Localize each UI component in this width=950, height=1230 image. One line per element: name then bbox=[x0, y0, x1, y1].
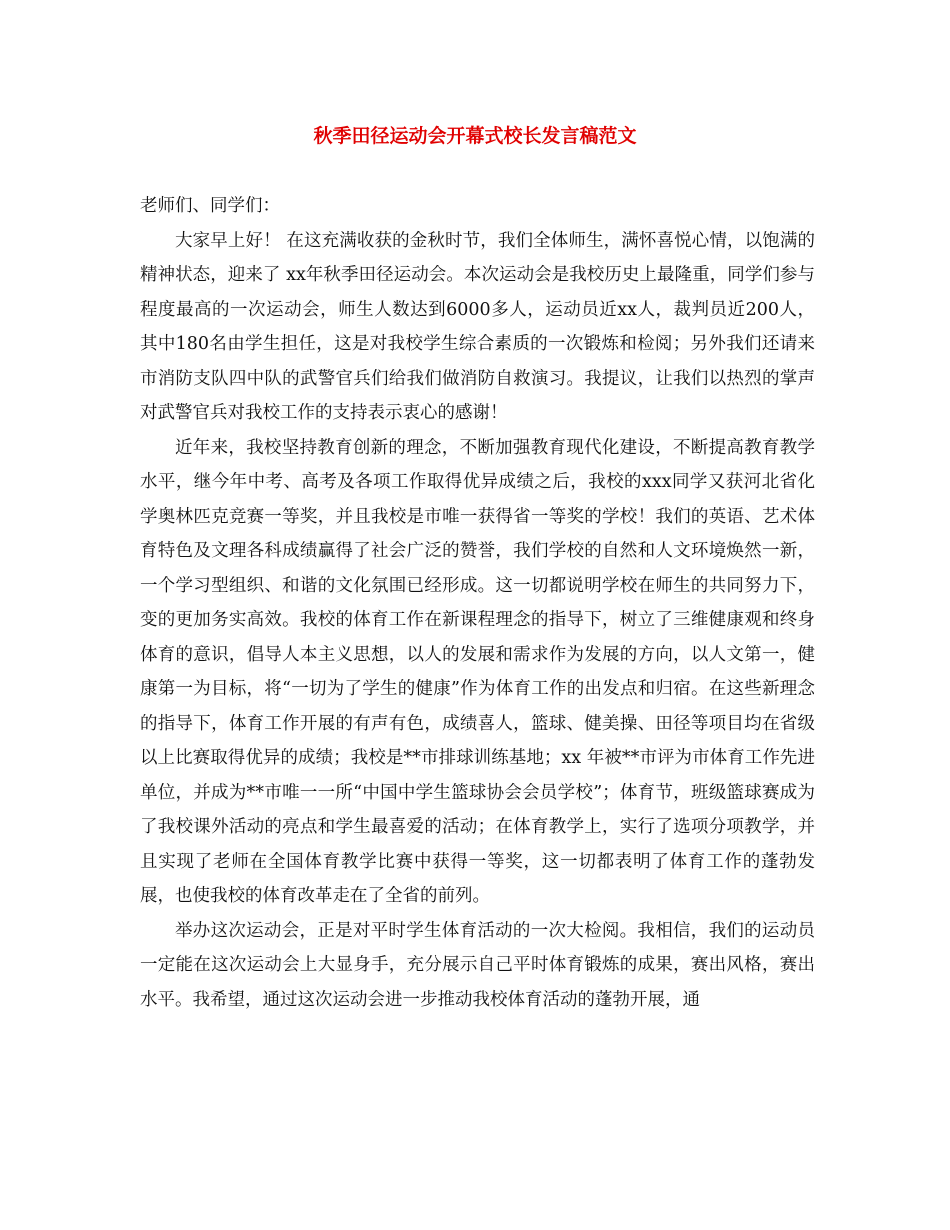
paragraph-3: 举办这次运动会，正是对平时学生体育活动的一次大检阅。我相信，我们的运动员一定能在这次运动会上大显身手，充分展示自己平时体育锻炼的成果，赛出风格，赛出水平。我希望，通过这次运动会进一步推动我校体育活动的蓬勃开展，通 bbox=[140, 920, 815, 1010]
greeting: 老师们、同学们： bbox=[140, 196, 280, 216]
paragraph-2: 近年来，我校坚持教育创新的理念，不断加强教育现代化建设，不断提高教育教学水平，继今年中考、高考及各项工作取得优异成绩之后，我校的xxx同学又获河北省化学奥林匹克竞赛一等奖，并且我校是市唯一获得省一等奖的学校！我们的英语、艺术体育特色及文理各科成绩赢得了社会广泛的赞誉，我们学校的自然和人文环境焕然一新，一个学习型组织、和谐的文化氛围已经形成。这一切都说明学校在师生的共同努力下，变的更加务实高效。我校的体育工作在新课程理念的指导下，树立了三维健康观和终身体育的意识，倡导人本主义思想，以人的发展和需求作为发展的方向，以人文第一，健康第一为目标，将“一切为了学生的健康”作为体育工作的出发点和归宿。在这些新理念的指导下，体育工作开展的有声有色，成绩喜人，篮球、健美操、田径等项目均在省级以上比赛取得优异的成绩；我校是**市排球训练基地；xx 年被**市评为市体育工作先进单位，并成为**市唯一一所“中国中学生篮球协会会员学校”；体育节，班级篮球赛成为了我校课外活动的亮点和学生最喜爱的活动；在体育教学上，实行了选项分项教学，并且实现了老师在全国体育教学比赛中获得一等奖，这一切都表明了体育工作的蓬勃发展，也使我校的体育改革走在了全省的前列。 bbox=[140, 437, 815, 906]
paragraph-1: 大家早上好！ 在这充满收获的金秋时节，我们全体师生，满怀喜悦心情，以饱满的精神状态，迎来了 xx年秋季田径运动会。本次运动会是我校历史上最隆重，同学们参与程度最高的一次运动会，师生人数达到6000多人，运动员近xx人，裁判员近200人，其中180名由学生担任，这是对我校学生综合素质的一次锻炼和检阅；另外我们还请来市消防支队四中队的武警官兵们给我们做消防自救演习。我提议，让我们以热烈的掌声对武警官兵对我校工作的支持表示衷心的感谢！ bbox=[140, 230, 815, 423]
document-title: 秋季田径运动会开幕式校长发言稿范文 bbox=[313, 125, 637, 147]
document-body bbox=[140, 189, 815, 1017]
